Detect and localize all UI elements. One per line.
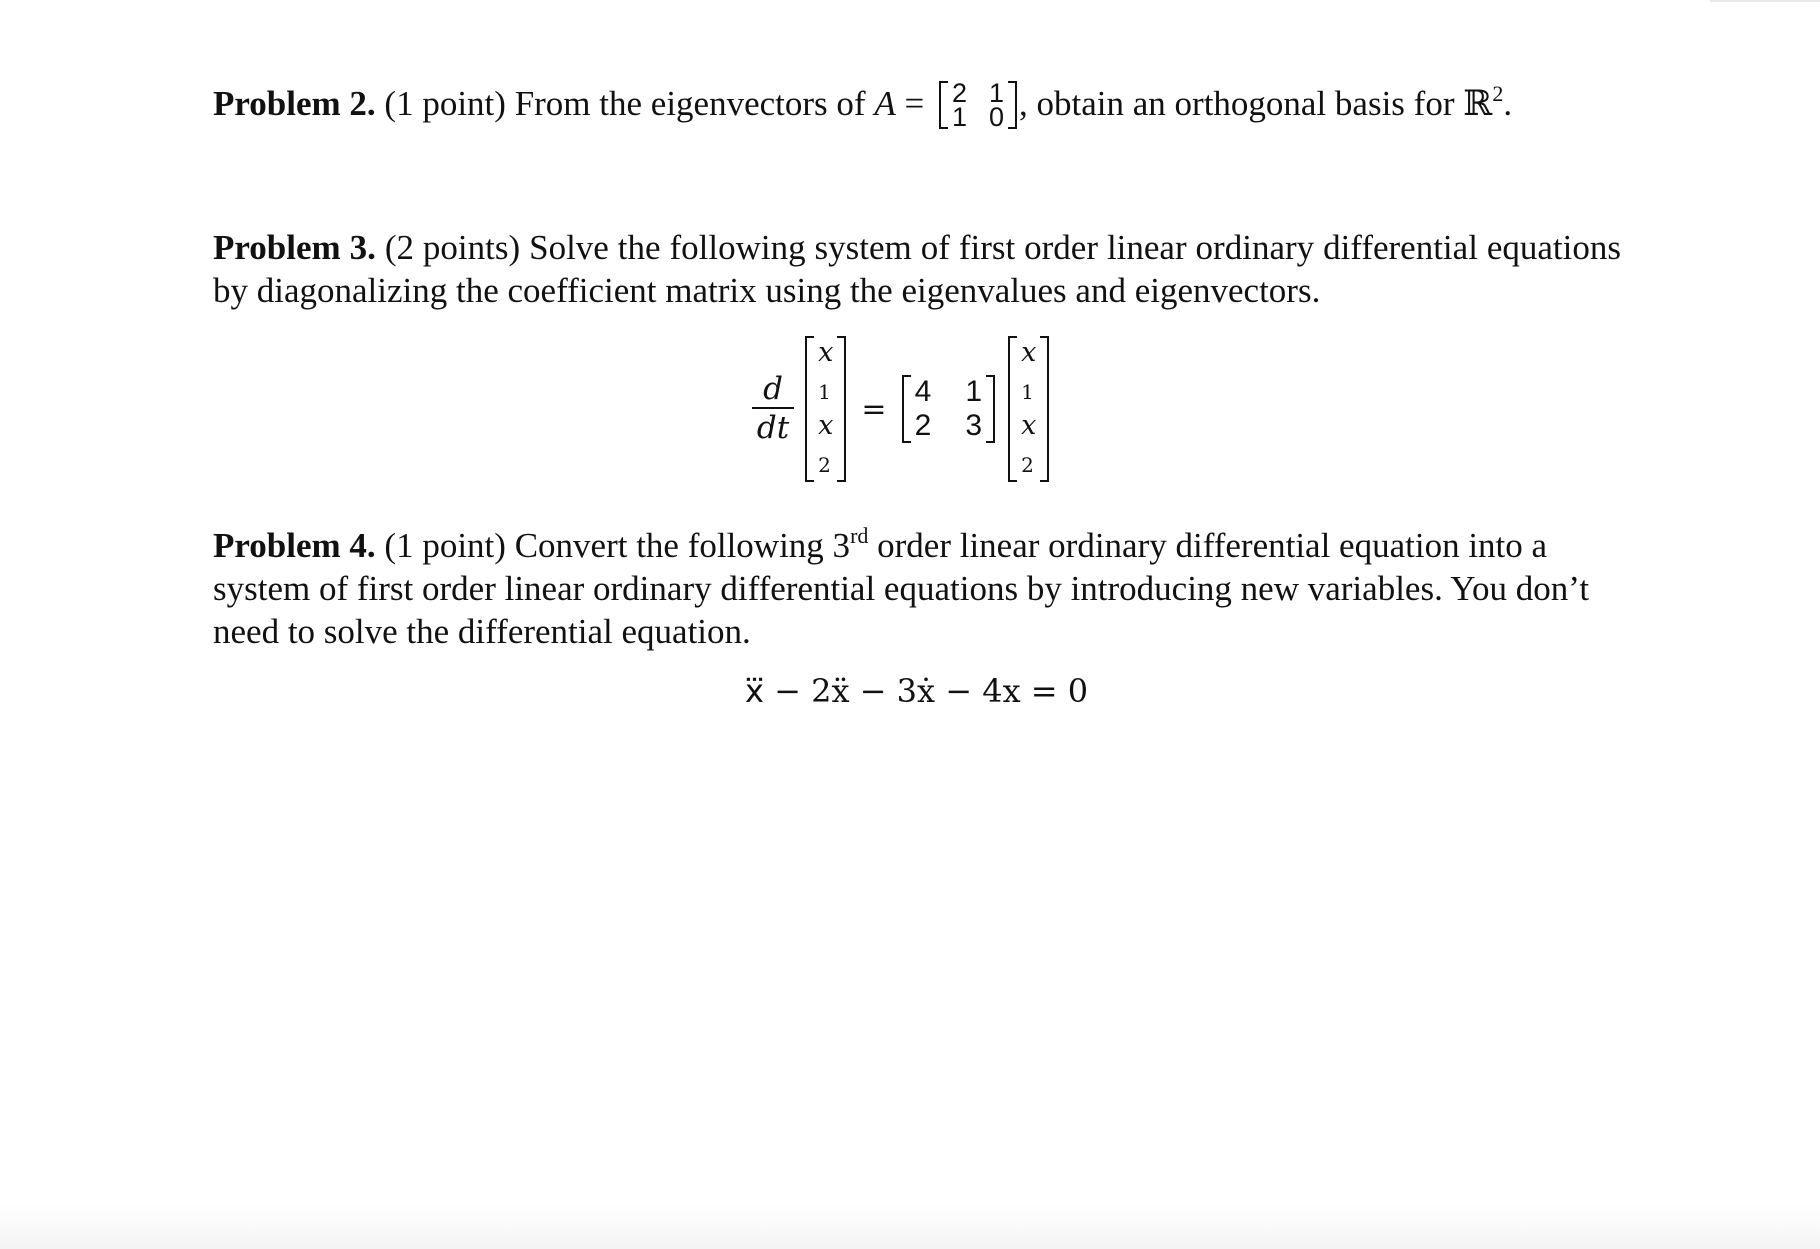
problem-4-label: Problem 4 [213,526,367,565]
vector-var: x [1021,337,1037,368]
problem-2-label: Problem 2 [213,84,367,123]
matrix-cell: 1 [951,102,967,133]
vector-var: x [1021,410,1037,441]
problem-3-label: Problem 3 [213,228,368,267]
matrix-name: A [874,84,896,123]
vector-var: x [818,337,834,368]
bottom-shadow [0,1205,1820,1249]
coefficient-matrix [902,375,995,443]
period: . [1503,84,1513,123]
problem-3: Problem 3. (2 points) Solve the following system of first order linear ordinary differential equations by diagonalizing the coefficient matrix using the eigenvalues and eigenvectors. [213,228,1622,310]
problem-2-text-after: , obtain an orthogonal basis for [1019,84,1455,123]
matrix-cell: 2 [914,409,932,442]
ordinal-suffix: rd [850,523,869,548]
problem-3-equation [752,336,1049,482]
derivative-numerator: d [763,371,783,407]
vector-sub: 1 [818,380,831,404]
problem-3-text: Solve the following system of first order linear ordinary differential equations by diagonalizing the coefficient matrix using the eigenvalues and eigenvectors. [213,228,1622,310]
state-vector [805,336,846,482]
matrix-cell: 4 [914,375,932,408]
problem-4: Problem 4. (1 point) Convert the following 3rd order linear ordinary differential equation into a system of first order linear ordinary differential equations by introducing new variables. You don’t need to solve the differential equation. [213,523,1590,651]
left-bracket [939,81,948,129]
problem-4-points: (1 point) [384,526,506,565]
problem-4-text-before: Convert the following 3 [514,526,851,565]
top-edge-line [1710,0,1820,2]
matrix-cell: 3 [965,409,983,442]
vector-sub: 1 [1021,380,1034,404]
problem-4-equation: x⃛ − 2ẍ − 3ẋ − 4x = 0 [745,672,1089,710]
problem-2: Problem 2. (1 point) From the eigenvectors of A = 2 1 1 0 , obtain an orthogonal basis for ℝ$^2$. [213,78,1513,133]
matrix-a [939,78,1017,133]
problem-2-points: (1 point) [384,84,506,123]
equals-sign: = [904,84,925,123]
vector-sub: 2 [1021,453,1034,477]
vector-var: x [818,410,834,441]
equals-sign: = [861,391,887,427]
matrix-cell: 1 [965,375,983,408]
right-bracket [1008,81,1017,129]
matrix-cell: 1 [988,78,1005,109]
problem-2-text-before: From the eigenvectors of [514,84,866,123]
derivative-operator [752,371,794,447]
state-vector [1008,336,1049,482]
problem-3-points: (2 points) [384,228,521,267]
matrix-cell: 0 [988,102,1005,133]
problem-4-text-after: order linear ordinary differential equation into a system of first order linear ordinary differential equations by introducing new variables. You don’t need to solve the differential equation. [213,526,1590,651]
vector-sub: 2 [818,453,831,477]
real-space: ℝ [1463,84,1493,124]
space-power: 2 [1492,81,1504,106]
matrix-cell: 2 [951,78,967,109]
derivative-denominator: dt [756,410,790,446]
